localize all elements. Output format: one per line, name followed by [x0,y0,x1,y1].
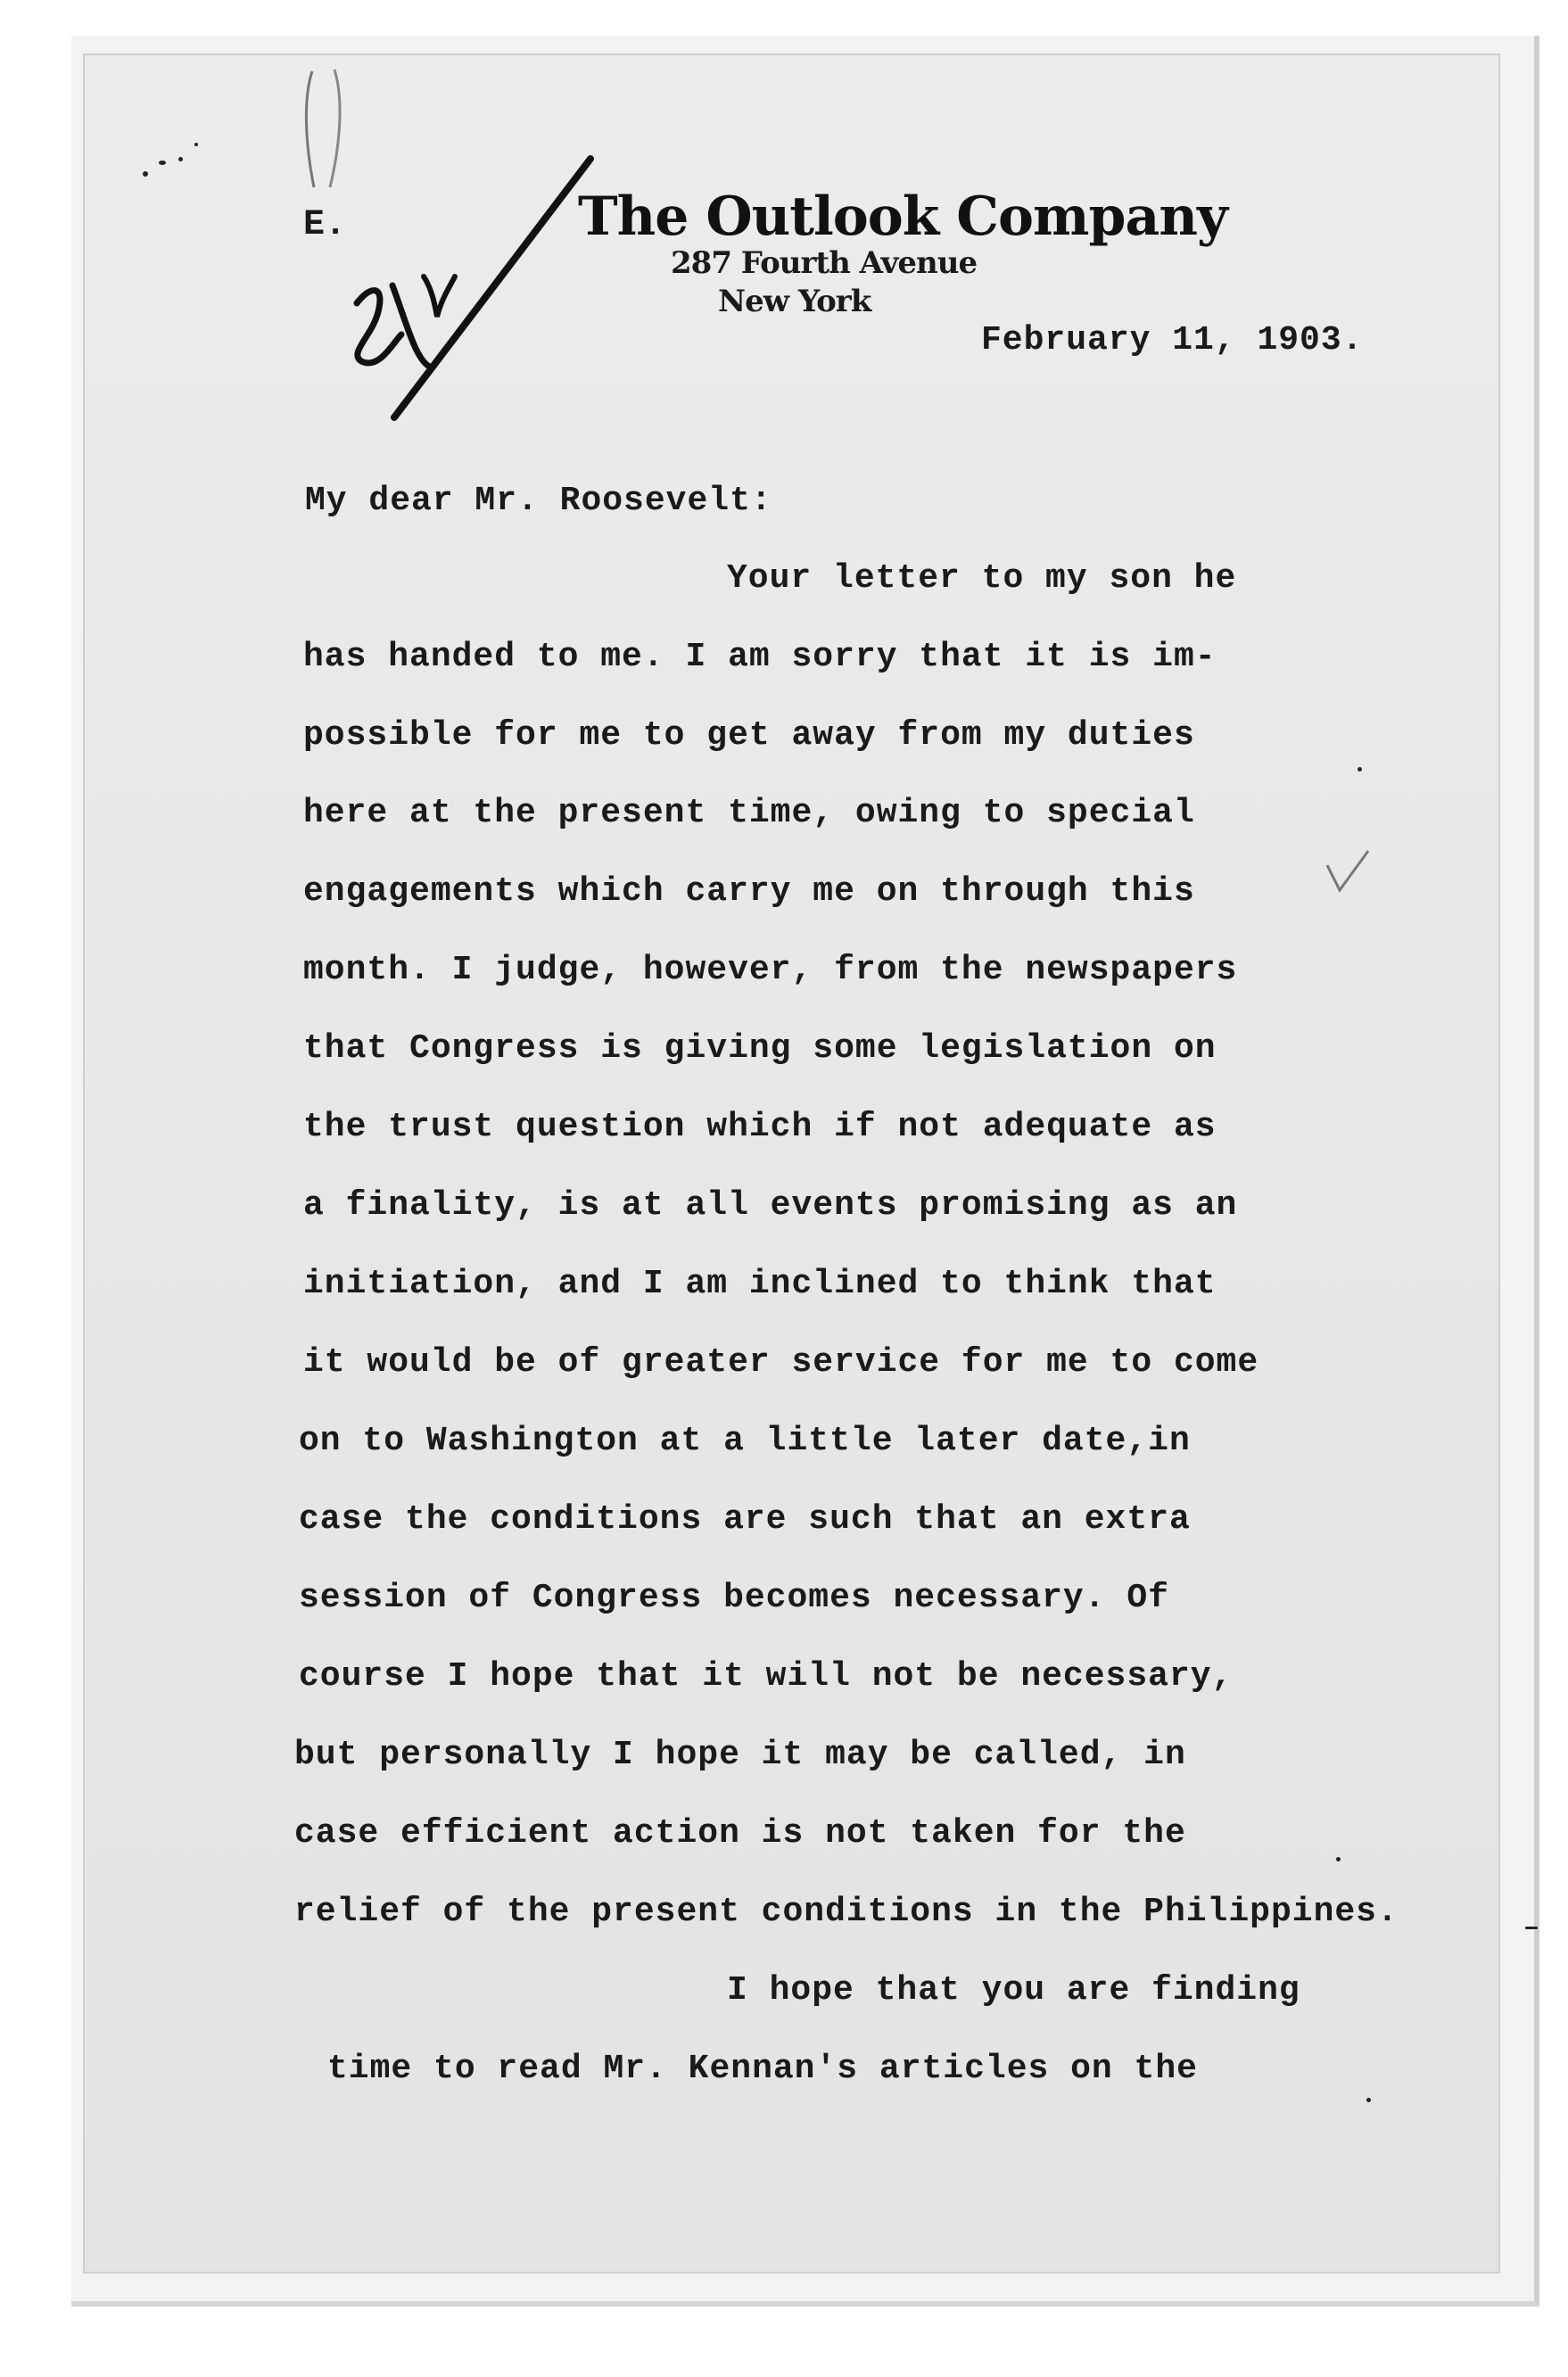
ink-speck [1366,2098,1371,2102]
pencil-check-mark [1320,847,1374,901]
body-line: initiation, and I am inclined to think that [303,1265,1217,1303]
ink-speck [1358,767,1362,772]
body-line: but personally I hope it may be called, in [294,1736,1186,1774]
body-line: the trust question which if not adequate as [303,1108,1217,1146]
body-line: case efficient action is not taken for the [294,1814,1186,1853]
body-line: relief of the present conditions in the Philippines. [294,1893,1399,1931]
ink-speck [1336,1857,1341,1861]
letter-sheet [85,55,1498,2272]
body-line: time to read Mr. Kennan's articles on the [327,2050,1198,2088]
body-line: case the conditions are such that an extra [299,1500,1191,1539]
body-line: course I hope that it will not be necessary, [299,1657,1234,1696]
salutation: My dear Mr. Roosevelt: [305,482,772,520]
body-line: month. I judge, however, from the newspapers [303,951,1238,989]
ink-speck [194,143,198,146]
handwritten-annotation [330,152,598,428]
body-line: session of Congress becomes necessary. Of [299,1579,1169,1617]
body-line: that Congress is giving some legislation on [303,1029,1217,1068]
ink-speck [178,157,183,161]
body-line: has handed to me. I am sorry that it is im- [303,638,1217,676]
body-line: a finality, is at all events promising as an [303,1186,1238,1225]
body-line: on to Washington at a little later date,in [299,1422,1191,1460]
letter-date: February 11, 1903. [981,321,1364,359]
body-line: engagements which carry me on through this [303,872,1195,911]
body-line: here at the present time, owing to special [303,794,1195,832]
body-line: I hope that you are finding [727,1971,1300,2010]
body-line: Your letter to my son he [727,559,1237,598]
ink-speck [159,161,166,165]
body-line: it would be of greater service for me to come [303,1343,1259,1382]
margin-mark: E. [303,205,347,245]
ink-speck [1525,1927,1538,1929]
body-line: possible for me to get away from my duties [303,716,1195,755]
letterhead-company: The Outlook Company [578,186,1227,248]
letterhead-city: New York [718,284,871,319]
letterhead-street: 287 Fourth Avenue [671,245,978,281]
ink-speck [143,171,148,177]
